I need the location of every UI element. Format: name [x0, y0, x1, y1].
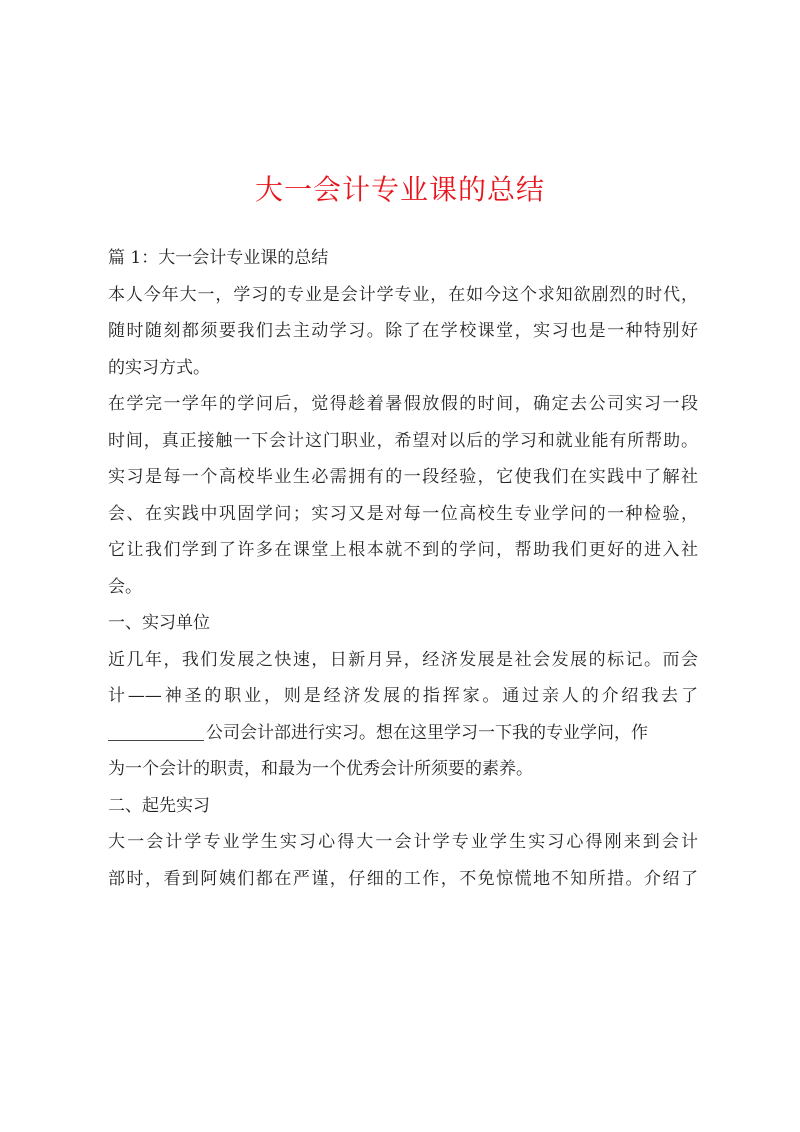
paragraph-line	[108, 861, 698, 898]
paragraph-line	[108, 751, 698, 788]
line-text: 会。	[108, 576, 142, 597]
line-text: 近几年，我们发展之快速，日新月异，经济发展是社会发展的标记。而会	[108, 649, 698, 670]
line-text: 随时随刻都须要我们去主动学习。除了在学校课堂，实习也是一种特别好	[108, 321, 698, 341]
paragraph-line	[108, 313, 698, 350]
paragraph-line	[108, 824, 698, 861]
fill-in-blank	[108, 722, 204, 741]
line-text: 的实习方式。	[108, 357, 210, 378]
paragraph-line	[108, 277, 698, 314]
paragraph-line	[108, 459, 698, 496]
heading-text: 二、起先实习	[108, 795, 210, 816]
line-text: 本人今年大一，学习的专业是会计学专业，在如今这个求知欲剧烈的时代，	[108, 284, 698, 305]
line-text: 部时，看到阿姨们都在严谨，仔细的工作，不免惊慌地不知所措。介绍了	[108, 868, 698, 889]
paragraph-line	[108, 678, 698, 715]
document-body	[108, 240, 698, 897]
paragraph-line	[108, 240, 698, 277]
line-text: 在学完一学年的学问后，觉得趁着暑假放假的时间，确定去公司实习一段	[108, 394, 698, 414]
paragraph-line	[108, 715, 698, 752]
paragraph-line	[108, 532, 698, 569]
section-heading	[108, 788, 698, 825]
line-text: 计——神圣的职业，则是经济发展的指挥家。通过亲人的介绍我去了	[108, 686, 698, 706]
line-text: 大一会计学专业学生实习心得大一会计学专业学生实习心得刚来到会计	[108, 832, 698, 852]
line-text: 时间，真正接触一下会计这门职业，希望对以后的学习和就业能有所帮助。	[108, 430, 698, 451]
paragraph-line	[108, 569, 698, 606]
line-text: 实习是每一个高校毕业生必需拥有的一段经验，它使我们在实践中了解社	[108, 467, 698, 487]
paragraph-line	[108, 350, 698, 387]
paragraph-line	[108, 642, 698, 679]
section-heading	[108, 605, 698, 642]
line-text: 公司会计部进行实习。想在这里学习一下我的专业学问，作	[206, 722, 648, 743]
paragraph-line	[108, 386, 698, 423]
line-text: 篇 1：大一会计专业课的总结	[108, 248, 329, 268]
paragraph-line	[108, 423, 698, 460]
line-text: 它让我们学到了许多在课堂上根本就不到的学问，帮助我们更好的进入社	[108, 540, 698, 560]
heading-text: 一、实习单位	[108, 613, 210, 633]
document-title: 大一会计专业课的总结	[254, 173, 545, 206]
paragraph-line	[108, 496, 698, 533]
line-text: 会、在实践中巩固学问；实习又是对每一位高校生专业学问的一种检验，	[108, 503, 698, 524]
line-text: 为一个会计的职责，和最为一个优秀会计所须要的素养。	[108, 759, 533, 779]
